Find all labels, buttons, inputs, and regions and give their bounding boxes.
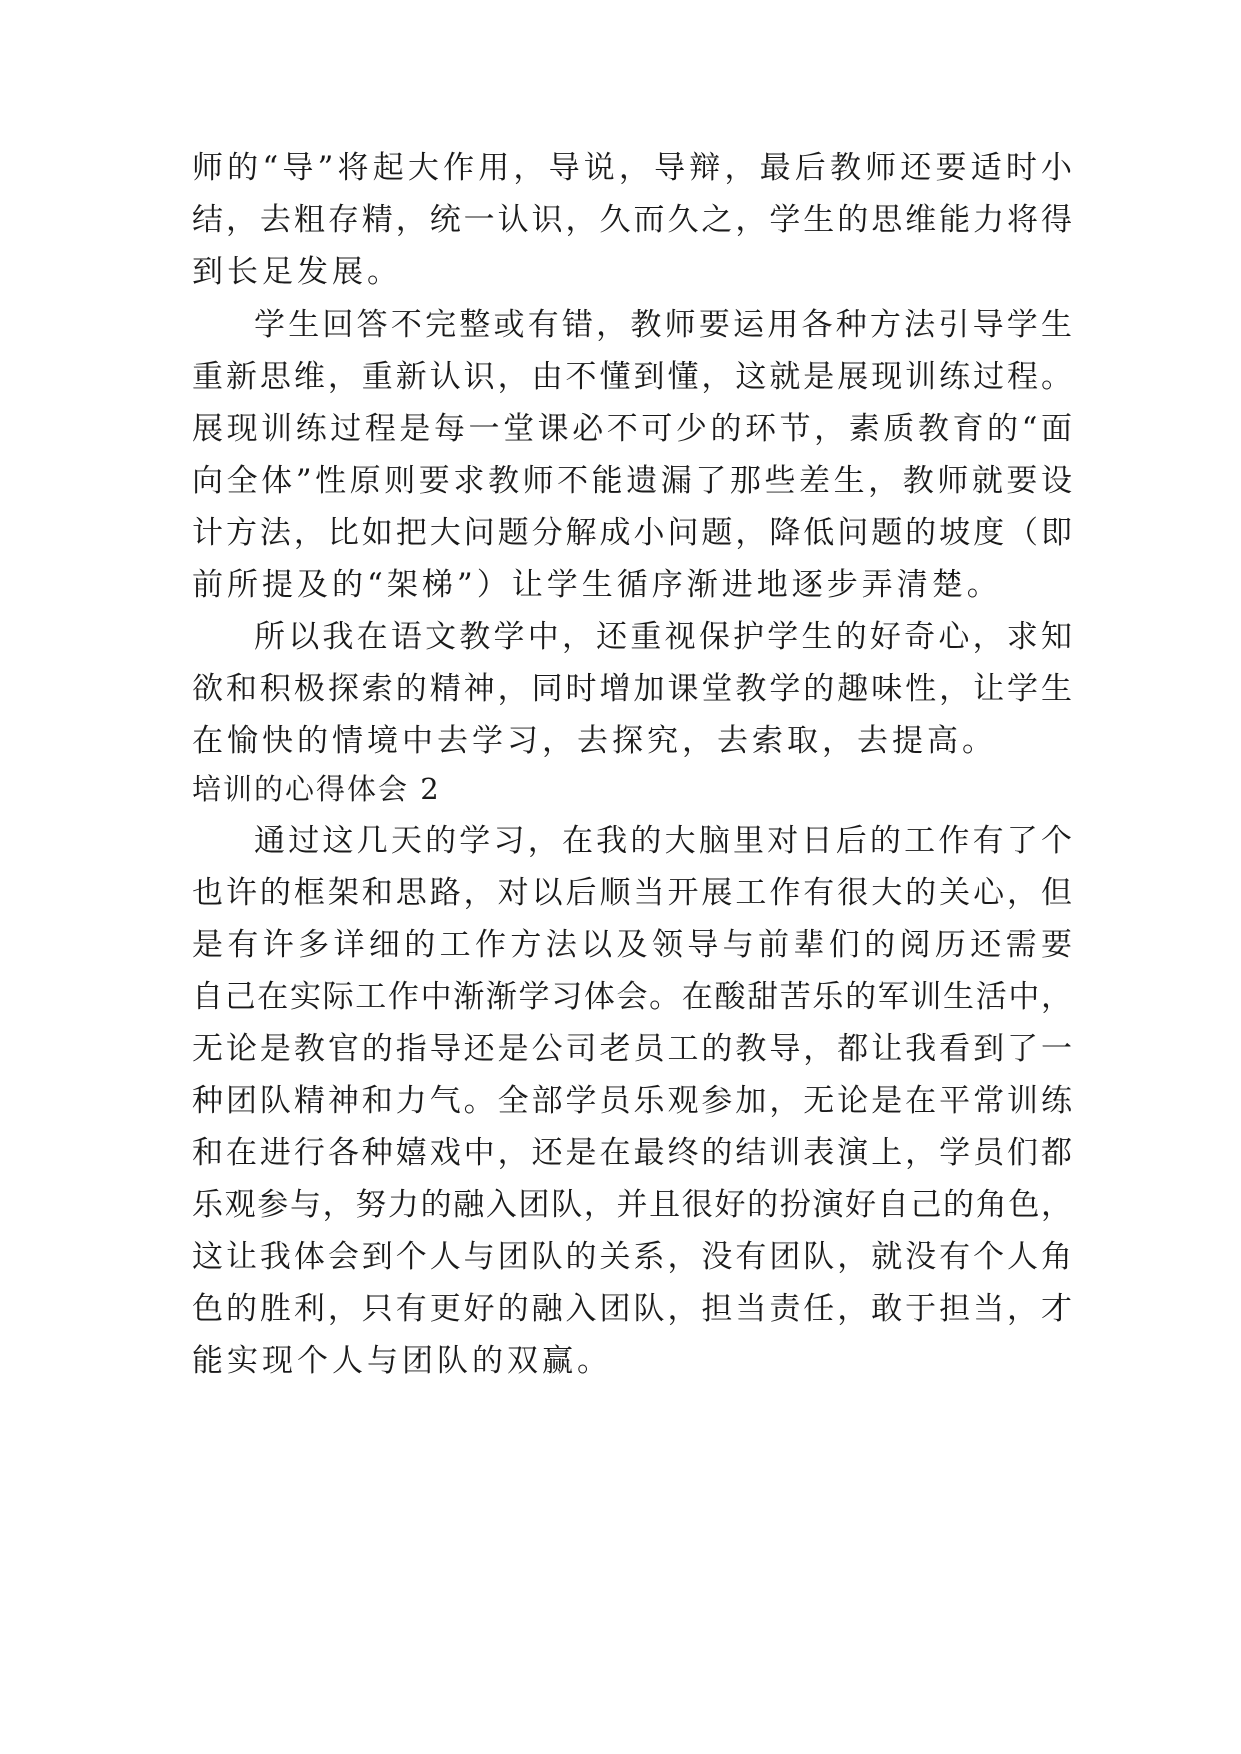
paragraph-line: 结，去粗存精，统一认识，久而久之，学生的思维能力将得 bbox=[192, 202, 1072, 238]
paragraph-line: 色的胜利，只有更好的融入团队，担当责任，敢于担当，才 bbox=[192, 1291, 1072, 1327]
paragraph-line: 自己在实际工作中渐渐学习体会。在酸甜苦乐的军训生活中， bbox=[192, 979, 1072, 1015]
paragraph-line: 所以我在语文教学中，还重视保护学生的好奇心，求知 bbox=[254, 619, 1072, 655]
paragraph-line: 学生回答不完整或有错，教师要运用各种方法引导学生 bbox=[254, 307, 1072, 343]
paragraph-line: 到长足发展。 bbox=[192, 254, 402, 290]
paragraph-line: 无论是教官的指导还是公司老员工的教导，都让我看到了一 bbox=[192, 1031, 1072, 1067]
section-heading: 培训的心得体会 2 bbox=[192, 772, 441, 806]
paragraph-line: 计方法，比如把大问题分解成小问题，降低问题的坡度（即 bbox=[192, 515, 1072, 551]
paragraph-line: 展现训练过程是每一堂课必不可少的环节，素质教育的“面 bbox=[192, 411, 1072, 447]
paragraph-line: 在愉快的情境中去学习，去探究，去索取，去提高。 bbox=[192, 723, 997, 759]
paragraph-line: 重新思维，重新认识，由不懂到懂，这就是展现训练过程。 bbox=[192, 359, 1072, 395]
paragraph-line: 这让我体会到个人与团队的关系，没有团队，就没有个人角 bbox=[192, 1239, 1072, 1275]
paragraph-line: 能实现个人与团队的双赢。 bbox=[192, 1343, 612, 1379]
paragraph-line: 师的“导”将起大作用，导说，导辩，最后教师还要适时小 bbox=[192, 150, 1072, 186]
paragraph-line: 通过这几天的学习，在我的大脑里对日后的工作有了个 bbox=[254, 823, 1072, 859]
paragraph-line: 种团队精神和力气。全部学员乐观参加，无论是在平常训练 bbox=[192, 1083, 1072, 1119]
paragraph-line: 乐观参与，努力的融入团队，并且很好的扮演好自己的角色， bbox=[192, 1187, 1072, 1223]
paragraph-line: 前所提及的“架梯”）让学生循序渐进地逐步弄清楚。 bbox=[192, 567, 1002, 603]
paragraph-line: 和在进行各种嬉戏中，还是在最终的结训表演上，学员们都 bbox=[192, 1135, 1072, 1171]
paragraph-line: 是有许多详细的工作方法以及领导与前辈们的阅历还需要 bbox=[192, 927, 1072, 963]
paragraph-line: 欲和积极探索的精神，同时增加课堂教学的趣味性，让学生 bbox=[192, 671, 1072, 707]
paragraph-line: 也许的框架和思路，对以后顺当开展工作有很大的关心，但 bbox=[192, 875, 1072, 911]
paragraph-line: 向全体”性原则要求教师不能遗漏了那些差生，教师就要设 bbox=[192, 463, 1072, 499]
